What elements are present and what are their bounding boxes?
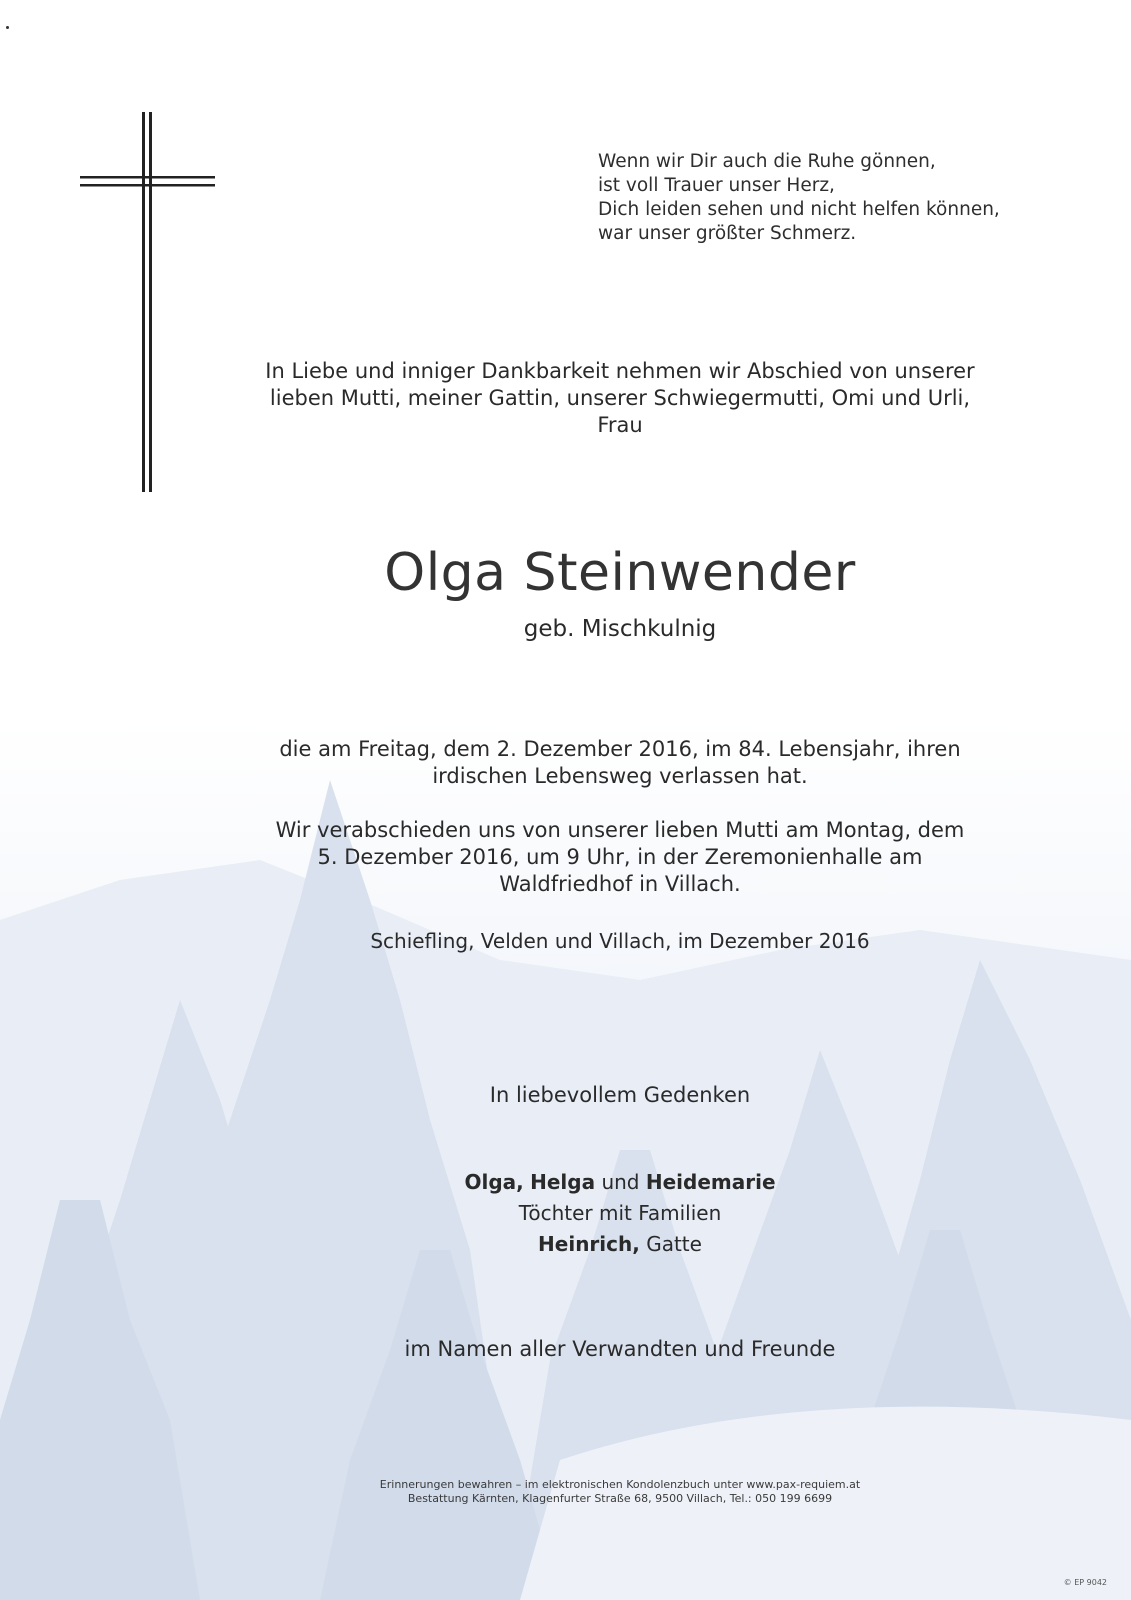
maiden-name: geb. Mischkulnig [523,616,717,642]
mourners-list [200,1167,1040,1260]
funeral-details [200,817,1040,898]
mourner-name: Helga [530,1170,596,1194]
relation-line: Töchter mit Familien [518,1201,722,1225]
husband-line [200,1229,1040,1260]
daughters-line [200,1167,1040,1198]
farewell-intro [200,358,1040,439]
poem-line: ist voll Trauer unser Herz, [598,175,835,196]
connector-word: und [601,1170,640,1194]
memorial-poem [598,150,1018,246]
funeral-line: Wir verabschieden uns von unserer lieben Mutti am Montag, dem [275,818,965,842]
footer-line: Bestattung Kärnten, Klagenfurter Straße 68, 9500 Villach, Tel.: 050 199 6699 [407,1492,833,1505]
relation-word: Gatte [646,1232,702,1256]
funeral-line: 5. Dezember 2016, um 9 Uhr, in der Zeremonienhalle am [317,845,923,869]
death-notice-line: irdischen Lebensweg verlassen hat. [432,764,808,788]
deceased-name: Olga Steinwender [384,543,856,603]
mourner-name: Olga, [464,1170,524,1194]
intro-line: Frau [597,413,643,437]
poem-line: Wenn wir Dir auch die Ruhe gönnen, [598,151,936,172]
place-and-date: Schiefling, Velden und Villach, im Dezember 2016 [370,929,870,953]
poem-line: war unser größter Schmerz. [598,223,857,244]
scan-speck [6,26,9,29]
cross-icon [80,112,215,492]
death-notice-line: die am Freitag, dem 2. Dezember 2016, im 84. Lebensjahr, ihren [279,737,961,761]
mourner-name: Heinrich, [538,1232,640,1256]
print-code: © EP 9042 [1063,1578,1107,1587]
intro-line: lieben Mutti, meiner Gattin, unserer Schwiegermutti, Omi und Urli, [269,386,971,410]
footer-line: Erinnerungen bewahren – im elektronischen Kondolenzbuch unter www.pax-requiem.at [379,1478,861,1491]
closing-line: im Namen aller Verwandten und Freunde [404,1337,836,1361]
death-notice [200,736,1040,790]
mourner-name: Heidemarie [645,1170,776,1194]
intro-line: In Liebe und inniger Dankbarkeit nehmen wir Abschied von unserer [265,359,975,383]
funeral-line: Waldfriedhof in Villach. [499,872,741,896]
in-memory-heading: In liebevollem Gedenken [489,1083,751,1107]
footer-info [200,1478,1040,1506]
poem-line: Dich leiden sehen und nicht helfen können, [598,199,1000,220]
